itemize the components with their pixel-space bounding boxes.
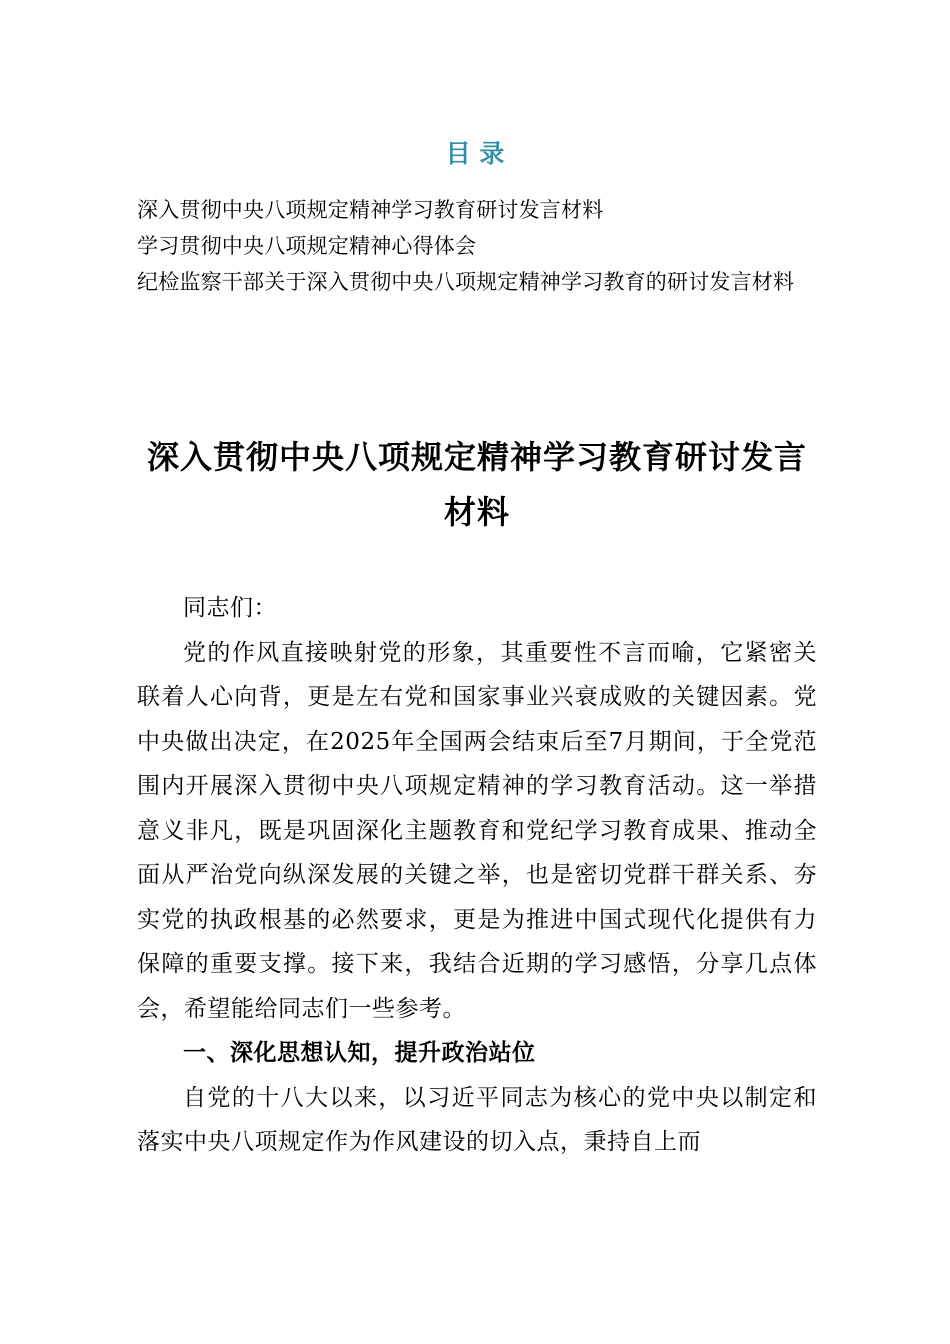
document-title: 深入贯彻中央八项规定精神学习教育研讨发言材料	[146, 438, 807, 531]
body-paragraph: 自党的十八大以来，以习近平同志为核心的党中央以制定和落实中央八项规定作为作风建设的切入点，秉持自上而	[137, 1084, 817, 1155]
body-paragraph: 党的作风直接映射党的形象，其重要性不言而喻，它紧密关联着人心向背，更是左右党和国家事业兴衰成败的关键因素。党中央做出决定，在2025年全国两会结束后至7月期间，于全党范围内开展深入贯彻中央八项规定精神的学习教育活动。这一举措意义非凡，既是巩固深化主题教育和党纪学习教育成果、推动全面从严治党向纵深发展的关键之举，也是密切党群干群关系、夯实党的执政根基的必然要求，更是为推进中国式现代化提供有力保障的重要支撑。接下来，我结合近期的学习感悟，分享几点体会，希望能给同志们一些参考。	[137, 639, 817, 1022]
article-body	[137, 586, 817, 1165]
toc-item[interactable]: 纪检监察干部关于深入贯彻中央八项规定精神学习教育的研讨发言材料	[137, 270, 795, 294]
toc-item[interactable]: 深入贯彻中央八项规定精神学习教育研讨发言材料	[137, 198, 604, 222]
toc-heading: 目 录	[445, 139, 505, 168]
toc-item[interactable]: 学习贯彻中央八项规定精神心得体会	[137, 234, 477, 258]
salutation: 同志们：	[183, 595, 277, 621]
section-heading: 一、深化思想认知，提升政治站位	[183, 1040, 536, 1066]
toc-list	[137, 194, 817, 298]
